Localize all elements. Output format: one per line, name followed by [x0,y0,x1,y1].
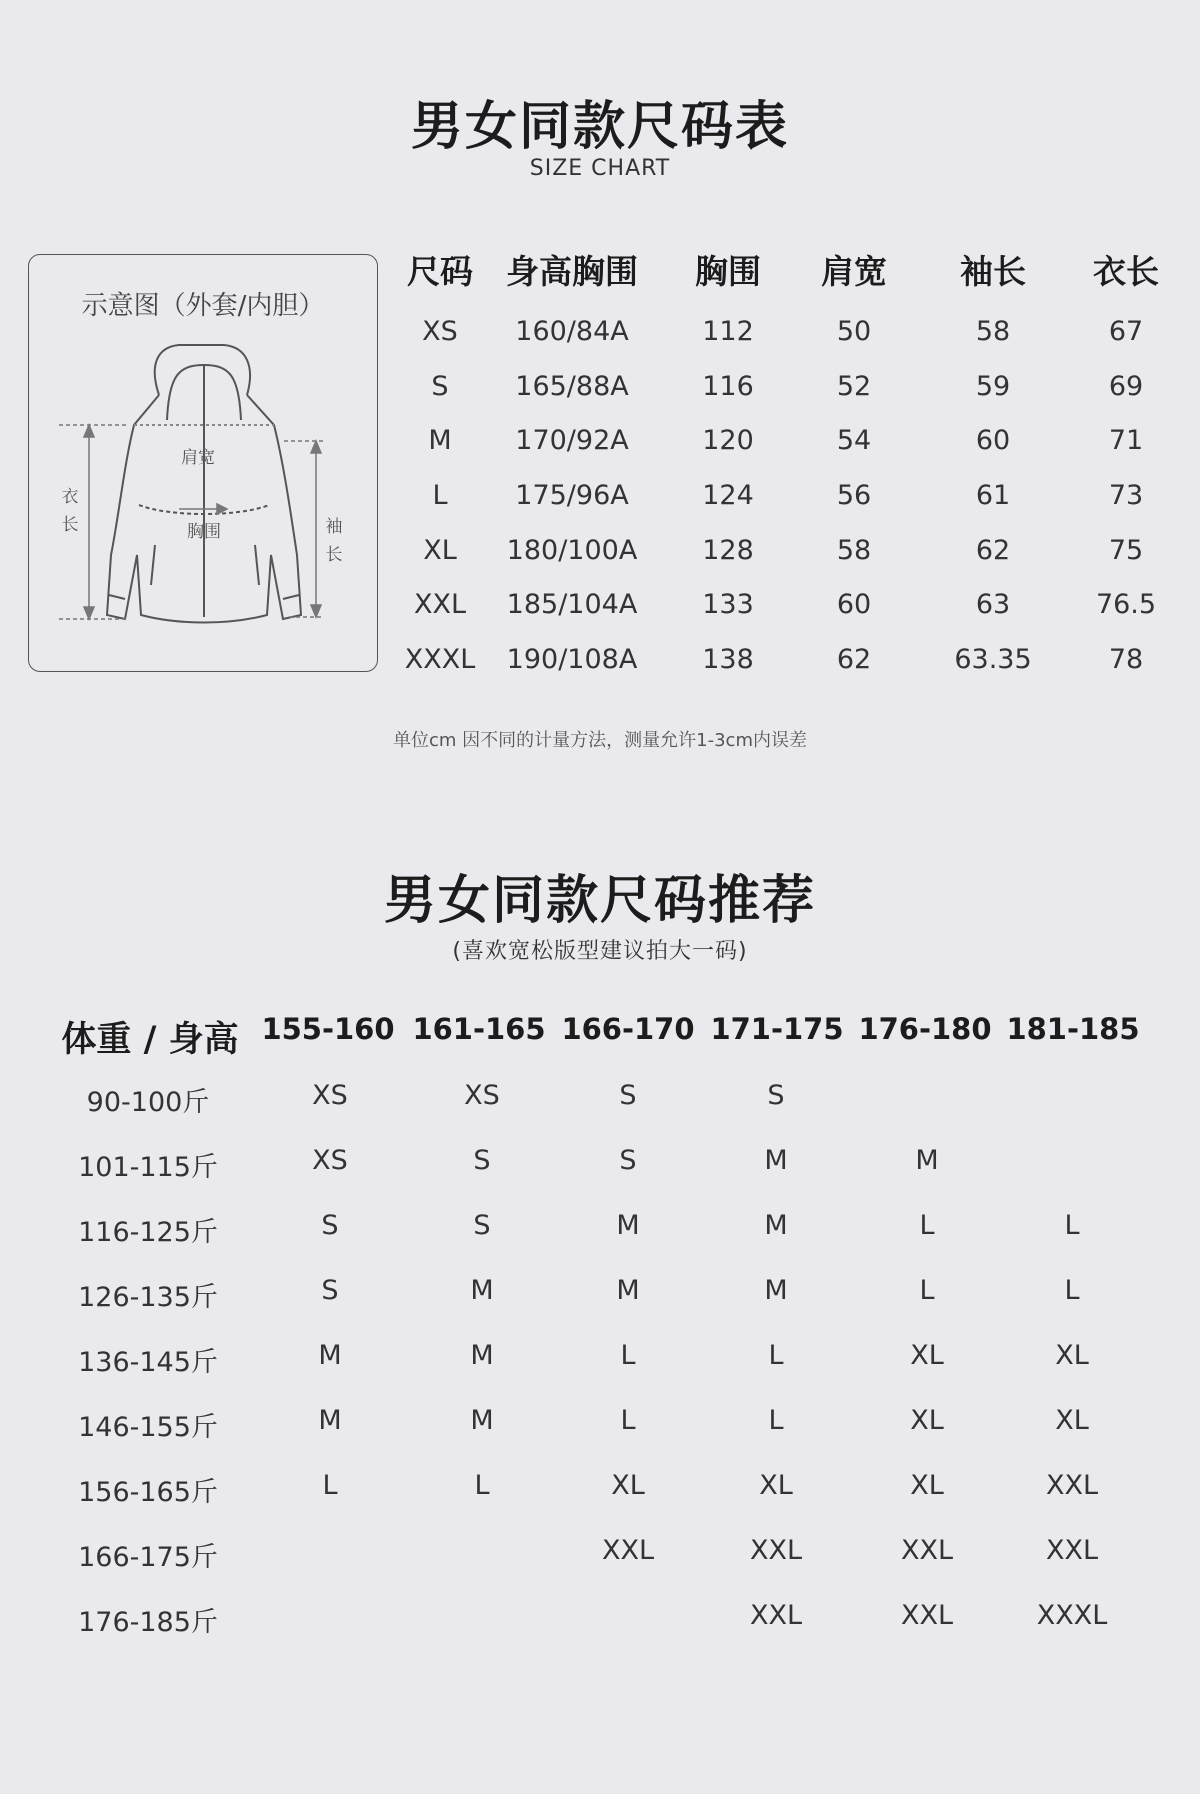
cell-chest: 128 [702,535,754,566]
cell-size: XXL [900,1600,954,1631]
cell-size: M [470,1340,494,1371]
header-height-range: 155-160 [261,1012,395,1046]
cell-weight: 176-185斤 [78,1607,218,1638]
cell-size: S [473,1145,491,1176]
header-height-range: 161-165 [412,1012,546,1046]
header-shoulder: 肩宽 [821,252,887,291]
cell-size: L [1064,1275,1080,1306]
cell-height-chest: 170/92A [515,425,629,456]
cell-size: XXL [601,1535,655,1566]
cell-length: 69 [1108,371,1144,402]
cell-size: XS [464,1080,500,1111]
header-size: 尺码 [407,252,473,291]
cell-size: XS [422,316,458,347]
cell-chest: 116 [702,371,754,402]
table-row [0,644,1200,698]
length-label: 衣长 [61,487,79,535]
cell-size: XS [312,1080,348,1111]
cell-size: XL [1055,1340,1089,1371]
size-chart-subtitle: SIZE CHART [529,156,671,181]
recommendation-title: 男女同款尺码推荐 [383,871,816,931]
cell-weight: 146-155斤 [78,1412,218,1443]
header-height-range: 181-185 [1006,1012,1140,1046]
cell-weight: 90-100斤 [86,1087,210,1118]
cell-sleeve: 58 [975,316,1011,347]
cell-weight: 116-125斤 [78,1217,218,1248]
cell-size: XXXL [1036,1600,1108,1631]
table-row [0,1145,1200,1199]
cell-height-chest: 175/96A [515,480,629,511]
cell-sleeve: 61 [975,480,1011,511]
size-chart-header [0,246,1200,300]
cell-size: L [474,1470,490,1501]
cell-size: S [619,1145,637,1176]
cell-size: L [768,1340,784,1371]
cell-weight: 166-175斤 [78,1542,218,1573]
table-row [0,1080,1200,1134]
cell-shoulder: 60 [836,589,872,620]
recommendation-header [0,1012,1200,1066]
cell-size: XXL [900,1535,954,1566]
cell-height-chest: 160/84A [515,316,629,347]
cell-height-chest: 180/100A [506,535,638,566]
cell-size: L [919,1275,935,1306]
cell-length: 67 [1108,316,1144,347]
cell-height-chest: 190/108A [506,644,638,675]
cell-size: XL [910,1470,944,1501]
cell-shoulder: 58 [836,535,872,566]
cell-size: S [473,1210,491,1241]
cell-shoulder: 62 [836,644,872,675]
cell-weight: 126-135斤 [78,1282,218,1313]
cell-size: XXL [413,589,467,620]
cell-size: S [619,1080,637,1111]
cell-size: L [620,1405,636,1436]
cell-size: L [919,1210,935,1241]
cell-sleeve: 63 [975,589,1011,620]
header-height-range: 166-170 [561,1012,695,1046]
cell-size: M [764,1210,788,1241]
cell-weight: 101-115斤 [78,1152,218,1183]
header-height-range: 176-180 [858,1012,992,1046]
cell-chest: 120 [702,425,754,456]
header-chest: 胸围 [695,252,761,291]
sleeve-label: 袖长 [325,517,343,565]
shoulder-label: 肩宽 [181,448,215,468]
table-row [0,1405,1200,1459]
cell-size: XL [910,1340,944,1371]
cell-size: XL [611,1470,645,1501]
cell-size: S [321,1210,339,1241]
header-sleeve: 袖长 [960,252,1026,291]
header-height-range: 171-175 [710,1012,844,1046]
cell-weight: 156-165斤 [78,1477,218,1508]
cell-length: 75 [1108,535,1144,566]
table-row [0,1275,1200,1329]
cell-length: 76.5 [1095,589,1157,620]
cell-height-chest: 165/88A [515,371,629,402]
header-weight-height: 体重 / 身高 [61,1020,239,1060]
header-length: 衣长 [1093,252,1159,291]
table-row [0,1210,1200,1264]
table-row [0,425,1200,479]
size-chart-title: 男女同款尺码表 [410,97,789,157]
cell-length: 78 [1108,644,1144,675]
header-height-chest: 身高胸围 [506,252,638,291]
table-row [0,371,1200,425]
cell-length: 71 [1108,425,1144,456]
cell-size: XL [759,1470,793,1501]
cell-chest: 138 [702,644,754,675]
cell-shoulder: 54 [836,425,872,456]
cell-size: M [470,1275,494,1306]
cell-size: L [432,480,448,511]
cell-size: S [767,1080,785,1111]
table-row [0,589,1200,643]
cell-size: XXL [749,1535,803,1566]
measurement-note: 单位cm 因不同的计量方法，测量允许1-3cm内误差 [393,730,807,751]
cell-size: L [322,1470,338,1501]
cell-size: M [428,425,452,456]
table-row [0,1600,1200,1654]
cell-chest: 133 [702,589,754,620]
cell-sleeve: 63.35 [954,644,1032,675]
cell-chest: 124 [702,480,754,511]
cell-shoulder: 50 [836,316,872,347]
cell-size: M [764,1275,788,1306]
cell-size: M [318,1340,342,1371]
table-row [0,480,1200,534]
table-row [0,1535,1200,1589]
cell-shoulder: 56 [836,480,872,511]
cell-size: S [321,1275,339,1306]
cell-size: L [768,1405,784,1436]
cell-size: S [431,371,449,402]
cell-size: XXL [749,1600,803,1631]
cell-size: M [915,1145,939,1176]
cell-size: M [470,1405,494,1436]
table-row [0,1470,1200,1524]
cell-sleeve: 62 [975,535,1011,566]
cell-sleeve: 60 [975,425,1011,456]
cell-size: M [318,1405,342,1436]
recommendation-subtitle: (喜欢宽松版型建议拍大一码) [452,939,748,964]
table-row [0,316,1200,370]
diagram-caption: 示意图（外套/内胆） [81,291,325,321]
cell-size: XXL [1045,1470,1099,1501]
cell-size: XL [910,1405,944,1436]
cell-size: M [764,1145,788,1176]
cell-size: XL [423,535,457,566]
cell-size: XL [1055,1405,1089,1436]
table-row [0,1340,1200,1394]
cell-size: XS [312,1145,348,1176]
cell-size: XXL [1045,1535,1099,1566]
cell-size: M [616,1275,640,1306]
cell-length: 73 [1108,480,1144,511]
cell-size: L [620,1340,636,1371]
table-row [0,535,1200,589]
chest-label: 胸围 [187,522,221,542]
cell-size: M [616,1210,640,1241]
cell-weight: 136-145斤 [78,1347,218,1378]
cell-sleeve: 59 [975,371,1011,402]
cell-size: XXXL [404,644,476,675]
cell-height-chest: 185/104A [506,589,638,620]
cell-shoulder: 52 [836,371,872,402]
cell-size: L [1064,1210,1080,1241]
cell-chest: 112 [702,316,754,347]
